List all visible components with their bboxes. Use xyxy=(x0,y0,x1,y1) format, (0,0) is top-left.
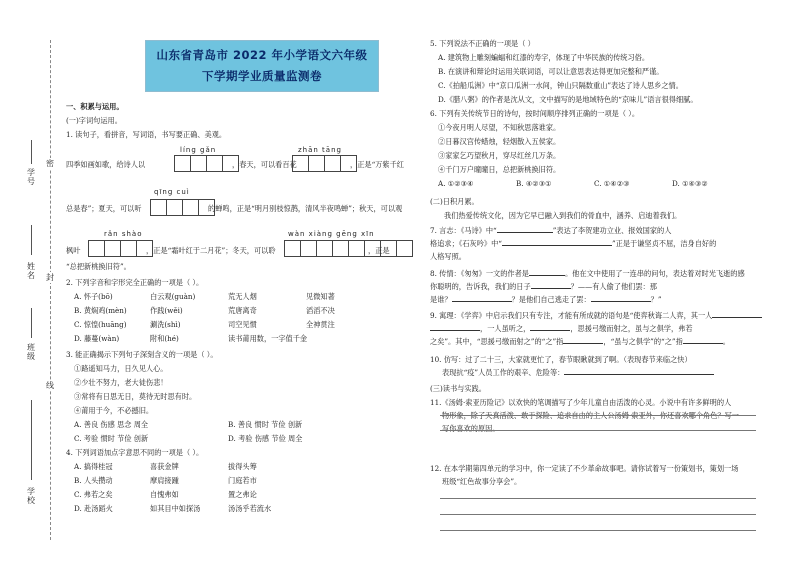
q12-answer-line-3[interactable] xyxy=(440,530,756,531)
question-3: 3. 能正确揭示下列句子深刻含义的一项是（ ）。 xyxy=(66,350,218,359)
q3-option-0-1: B. 善良 惯时 节俭 创新 xyxy=(228,420,303,429)
sentence-2b: 的蝉鸣，正是“明月别枝惊鹊，清风半夜鸣蝉”；秋天，可以观 xyxy=(208,204,403,213)
pinyin-2: zhān tāng xyxy=(298,146,342,154)
q2-option-2-3: 全神贯注 xyxy=(306,320,335,329)
q11-line-1: 11.《汤姆·索亚历险记》以欢快的笔调描写了少年儿童自由活泼的心灵。小说中有许多鲜明的人 xyxy=(430,398,732,407)
q4-option-2-2: 置之弗论 xyxy=(228,490,257,499)
q3-sentence-1: ②少壮不努力，老大徒伤悲！ xyxy=(74,378,168,387)
name-label: 姓名 xyxy=(27,262,35,280)
q12-answer-line-1[interactable] xyxy=(440,498,756,499)
q5-option-1[interactable]: B. 在演讲和辩论时运用关联词语，可以让意思表达得更加完整和严谨。 xyxy=(438,67,664,76)
q11-line-2: 物形象，除了天真活泼、敢于探险、追求自由的主人公汤姆·索亚外，你还喜欢哪个角色？写一 xyxy=(442,411,739,420)
student-id-label: 学号 xyxy=(27,168,35,186)
q6-line-3: ④千门万户曈曈日，总把新桃换旧符。 xyxy=(438,165,561,174)
school-label: 学校 xyxy=(27,487,35,505)
student-id-field[interactable] xyxy=(31,140,32,164)
q6-line-1: ②日暮汉宫传蜡烛，轻烟散入五侯家。 xyxy=(438,137,561,146)
sentence-2a: 总是春”；夏天，可以听 xyxy=(66,204,142,213)
sentence-4: “总把新桃换旧符”。 xyxy=(66,262,131,271)
q2-option-2-0[interactable]: C. 惊惶(huāng) xyxy=(74,320,127,329)
q8-blank-3[interactable] xyxy=(452,301,512,302)
title-line-2: 下学期学业质量监测卷 xyxy=(202,69,322,83)
q6-option-0[interactable]: A. ①②③④ xyxy=(438,179,474,188)
section-1-heading: 一、积累与运用。 xyxy=(66,102,124,111)
q12-answer-line-2[interactable] xyxy=(440,514,756,515)
q8-line-1: 8. 传情：《匆匆》一文的作者是 。他在文中使用了一连串的问句，表达着对时光飞逝的感 xyxy=(430,269,745,278)
seal-mark-2: 封 xyxy=(46,273,54,282)
q2-option-3-2: 读书莆用数，一字值千金 xyxy=(228,334,308,343)
q7-line-2: 格追求；《石灰吟》中“ ”正是于谦坚贞不屈，洁身自好的 xyxy=(430,239,717,248)
q5-option-2[interactable]: C.《拍船瓜洲》中“京口瓜洲一水间，钟山只隔数重山”表达了诗人思乡之情。 xyxy=(438,81,683,90)
q4-option-2-1: 自愧弗如 xyxy=(150,490,179,499)
q3-sentence-2: ③常将有日思无日，莫待无时思有时。 xyxy=(74,392,197,401)
q7-blank-2[interactable] xyxy=(502,245,612,246)
sentence-3c: ，正是 xyxy=(368,246,390,255)
school-field[interactable] xyxy=(31,400,32,480)
q6-option-2[interactable]: C. ①④②③ xyxy=(594,179,630,188)
answer-boxes-2[interactable] xyxy=(292,155,356,171)
q12-line-2: 班级“红色故事分享会”。 xyxy=(442,477,522,486)
q3-sentence-0: ①路遥知马力，日久见人心。 xyxy=(74,364,168,373)
class-label: 班级 xyxy=(27,343,35,361)
q9-blank-5[interactable] xyxy=(683,343,723,344)
line-mark: 线 xyxy=(46,381,54,390)
q7-line-1: 7. 言志：《马诗》中“ ”表达了李贺建功立业、报效国家的人 xyxy=(430,226,672,235)
q2-option-1-2: 荒唐离奇 xyxy=(228,306,257,315)
sentence-1c: ，正是“万紫千红 xyxy=(350,160,404,169)
left-column xyxy=(66,100,404,530)
q4-option-3-0[interactable]: D. 赴汤蹈火 xyxy=(74,504,113,513)
pinyin-1: líng gǎn xyxy=(180,146,217,154)
question-2: 2. 下列字音和字形完全正确的一项是（ ）。 xyxy=(66,278,204,287)
q7-line-3: 人格写照。 xyxy=(430,252,466,261)
sentence-1a: 四季如画如歌，给诗人以 xyxy=(66,160,146,169)
q4-option-3-1: 如其目中如探汤 xyxy=(150,504,201,513)
q8-line-3: 是谁？ ？是他们自己逃走了罢： ？” xyxy=(430,295,662,304)
q3-option-1-1: D. 考验 伤感 节俭 周全 xyxy=(228,434,303,443)
q5-option-3[interactable]: D.《腊八粥》的作者是沈从文，文中描写的是地域特色的“京味儿”语言很得细腻。 xyxy=(438,95,698,104)
answer-boxes-4[interactable] xyxy=(88,240,152,256)
q11-answer-line-1[interactable] xyxy=(440,415,756,416)
seal-mark: 密 xyxy=(46,159,54,168)
q4-option-0-1: 喜获金牌 xyxy=(150,462,179,471)
q5-option-0[interactable]: A. 建筑物上雕刻蝙蝠和红漆的寿字，体现了中华民族的传统习俗。 xyxy=(438,53,650,62)
answer-boxes-3[interactable] xyxy=(150,199,214,215)
subsection-3: (三)读书与实践。 xyxy=(430,384,486,393)
q4-option-2-0[interactable]: C. 弗若之矣 xyxy=(74,490,113,499)
name-field[interactable] xyxy=(31,225,32,255)
q6-line-2: ③家家乞巧望秋月，穿尽红丝几万条。 xyxy=(438,151,561,160)
q4-option-1-2: 门庭若市 xyxy=(228,476,257,485)
pinyin-3: qīng cuì xyxy=(154,188,190,196)
q10-line-2: 表现抗“疫”人员工作的艰辛、危险等： xyxy=(442,366,714,379)
question-5: 5. 下列说法不正确的一项是（ ） xyxy=(430,39,535,48)
exam-title xyxy=(145,40,379,92)
q9-line-3: 之矣”。其中，“思援弓缴而射之”的“之”指 ，“虽与之俱学”的“之”指 。 xyxy=(430,337,730,346)
sentence-1b: ，春天，可以看百花 xyxy=(232,160,297,169)
q6-option-3[interactable]: D. ①④③② xyxy=(672,179,708,188)
q8-line-2: 你聪明的，告诉我，我们的日子 ？——有人偷了他们罢：那 xyxy=(430,282,657,291)
sentence-3b: ，正是“霜叶红于二月花”；冬天，可以聆 xyxy=(146,246,276,255)
q11-line-3: 写你喜欢的原因。 xyxy=(442,424,500,433)
q9-blank-4[interactable] xyxy=(563,343,603,344)
q10-blank[interactable] xyxy=(564,374,714,375)
intro-text: 我们热爱传统文化，因为它早已融入到我们的骨血中，涵养、启迪着我们。 xyxy=(444,211,682,220)
pinyin-4: rǎn shào xyxy=(104,230,143,238)
q2-option-0-2: 荒无人烟 xyxy=(228,292,257,301)
answer-boxes-5[interactable] xyxy=(284,240,412,256)
q2-option-3-1: 附和(hé) xyxy=(150,334,179,343)
q2-option-0-3: 见微知著 xyxy=(306,292,335,301)
q2-option-1-0[interactable]: B. 黄焖鸡(mèn) xyxy=(74,306,127,315)
q9-line-1: 9. 寓理：《学弈》中启示我们只有专注，才能有所成就的语句是“使弈秋诲二人弈，其一人 xyxy=(430,309,762,322)
q8-blank-4[interactable] xyxy=(591,301,651,302)
q8-blank-1[interactable] xyxy=(529,275,565,276)
question-4: 4. 下列词语加点字意思不同的一项是（ ）。 xyxy=(66,448,204,457)
q9-blank-2[interactable] xyxy=(430,330,480,331)
q9-line-2: ，一人虽听之， ，思援弓缴而射之，虽与之俱学，弗若 xyxy=(430,322,693,335)
q7-blank-1[interactable] xyxy=(497,232,553,233)
q9-blank-3[interactable] xyxy=(530,330,570,331)
subsection-1: (一)字词句运用。 xyxy=(66,116,122,125)
q6-line-0: ①今夜月明人尽望，不知秋思落谁家。 xyxy=(438,123,561,132)
q11-answer-line-2[interactable] xyxy=(440,430,756,431)
subsection-2: (二)日积月累。 xyxy=(430,197,479,206)
class-field[interactable] xyxy=(31,308,32,338)
sentence-3a: 枫叶 xyxy=(66,246,81,255)
q4-option-0-0[interactable]: A. 搞得桂冠 xyxy=(74,462,113,471)
q3-option-1-0[interactable]: C. 考验 惯时 节俭 创新 xyxy=(74,434,149,443)
question-1: 1. 读句子，看拼音，写词语，书写要正确、美观。 xyxy=(66,130,227,139)
q3-option-0-0[interactable]: A. 善良 伤感 思念 周全 xyxy=(74,420,149,429)
q2-option-1-1: 作践(wěi) xyxy=(150,306,183,315)
q2-option-0-1: 白云观(guàn) xyxy=(150,292,196,301)
q4-option-1-1: 摩肩接踵 xyxy=(150,476,179,485)
q2-option-2-1: 涮洗(shì) xyxy=(150,320,181,329)
q4-option-1-0[interactable]: B. 人头攒动 xyxy=(74,476,113,485)
q4-option-3-2: 汤汤乎若流水 xyxy=(228,504,272,513)
title-line-1: 山东省青岛市 2022 年小学语文六年级 xyxy=(156,48,368,62)
q2-option-0-0[interactable]: A. 怀子(bō) xyxy=(74,292,113,301)
q9-blank-1[interactable] xyxy=(712,317,762,318)
q8-blank-2[interactable] xyxy=(531,288,571,289)
q4-option-0-2: 拔得头筹 xyxy=(228,462,257,471)
q3-sentence-3: ④莆用于今，不必撼旧。 xyxy=(74,406,154,415)
q2-option-2-2: 司空见惯 xyxy=(228,320,257,329)
q2-option-3-0[interactable]: D. 藤蔓(wàn) xyxy=(74,334,120,343)
answer-boxes-1[interactable] xyxy=(174,155,238,171)
pinyin-5: wàn xiàng gēng xīn xyxy=(288,230,375,238)
right-column xyxy=(430,37,760,537)
q6-option-1[interactable]: B. ④②③① xyxy=(516,179,552,188)
question-6: 6. 下列有关传统节日的诗句，按时间顺序排列正确的一项是（ ）。 xyxy=(430,109,640,118)
q12-line-1: 12. 在本学期第四单元的学习中，你一定读了不少革命故事吧。请你试着写一份策划书，策划一场 xyxy=(430,464,739,473)
binding-strip xyxy=(0,0,60,561)
cut-line xyxy=(50,40,51,540)
q10-line-1: 10. 仿写：过了二十三，大家就更忙了，春节眼瞅就到了啊。（表现春节来临之快） xyxy=(430,355,692,364)
q2-option-1-3: 滔滔不决 xyxy=(306,306,335,315)
